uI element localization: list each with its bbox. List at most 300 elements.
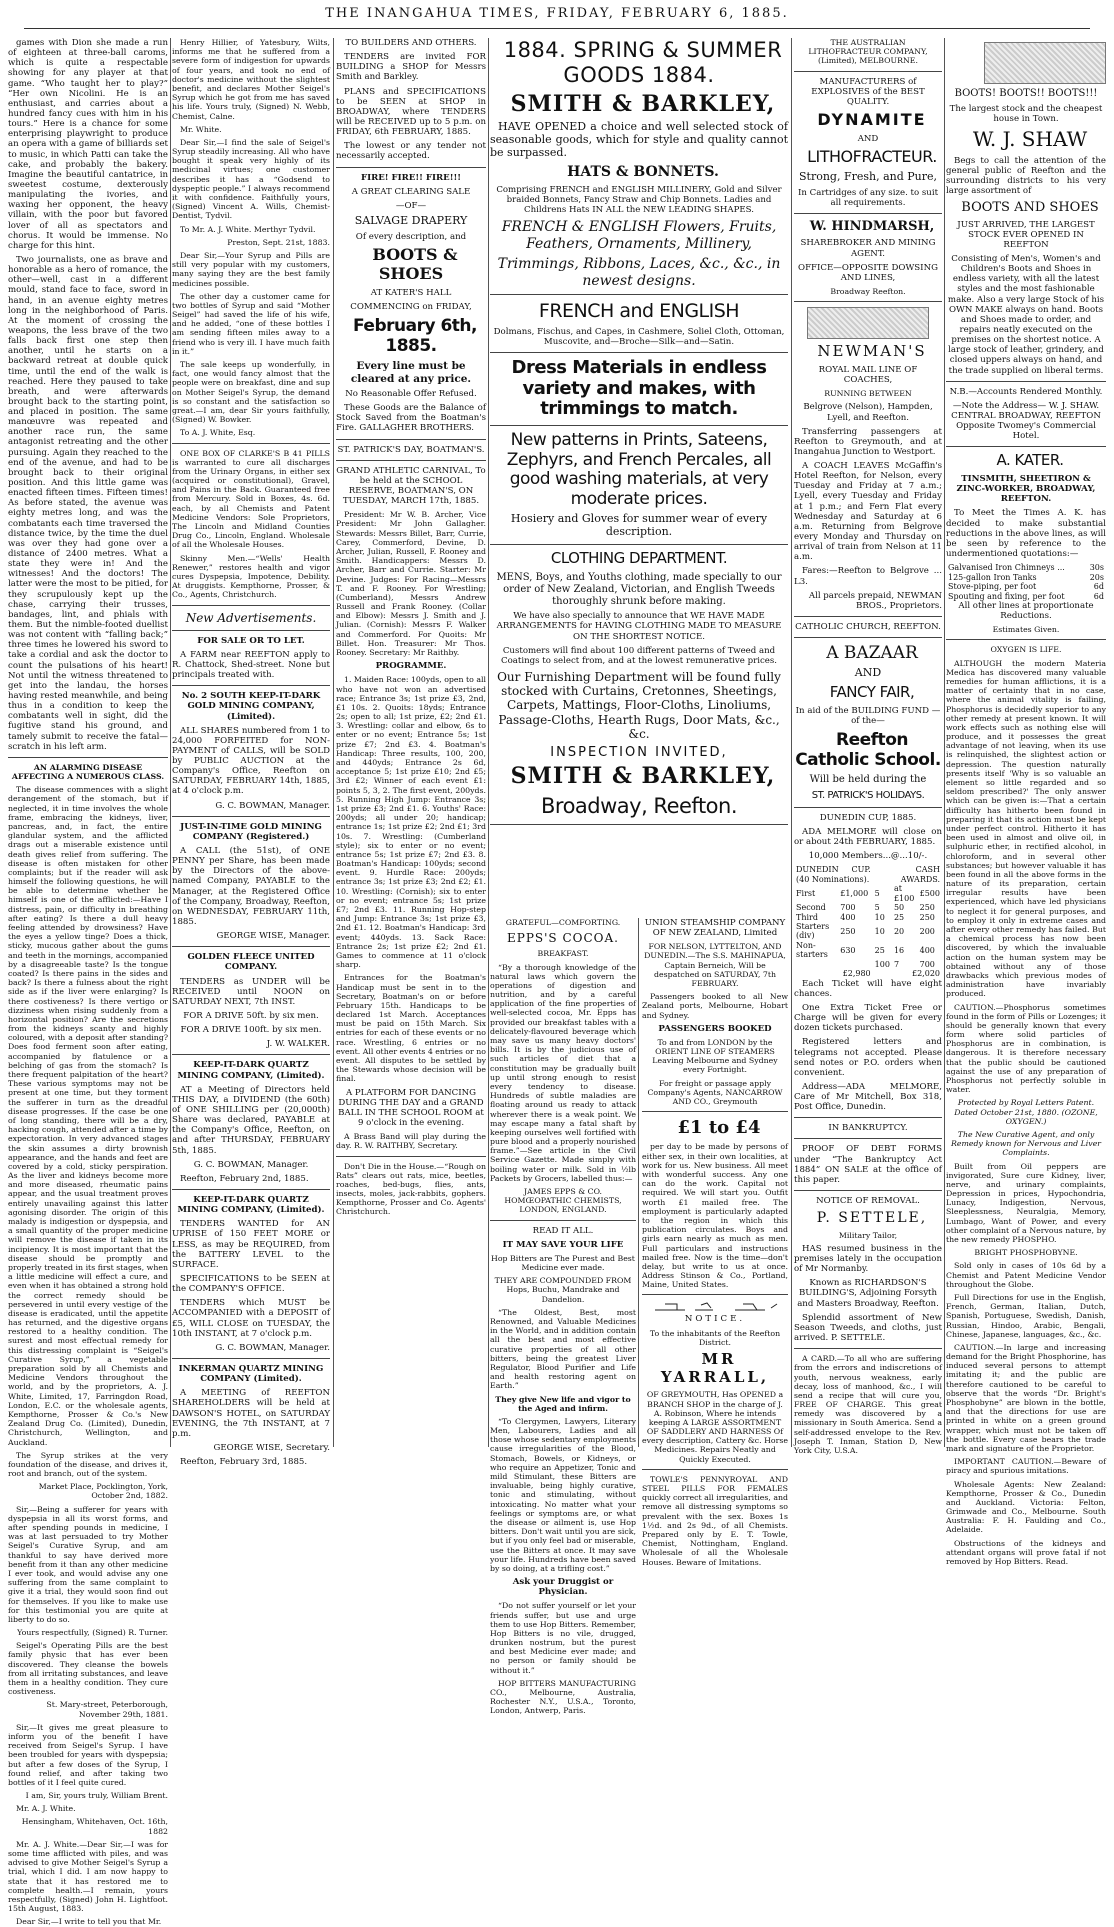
comm-line: COMMENCING on FRIDAY, xyxy=(350,301,472,312)
table-cell: 400 xyxy=(919,945,935,955)
protected: Protected by Royal Letters Patent. Dated October 21st, 1880. (OZONE, OXYGEN.) xyxy=(954,1098,1098,1126)
save: IT MAY SAVE YOUR LIFE xyxy=(502,1239,624,1250)
column-divider xyxy=(791,38,792,1447)
bway: Broadway Reefton. xyxy=(830,287,906,297)
divider xyxy=(336,1156,486,1157)
obstr: Obstructions of the kidneys and attendant organs will prove fatal if not removed by Hop Bitters. Read. xyxy=(946,1538,1106,1567)
table-total: £2,020 xyxy=(912,969,940,979)
table-cell: 7 xyxy=(893,959,900,969)
manu: MANUFACTURERS of EXPLOSIVES of the BEST QUALITY. xyxy=(811,76,925,107)
table-cell: 250 xyxy=(840,926,856,936)
column-2 xyxy=(172,38,330,1468)
table-row xyxy=(794,922,942,941)
bazaar: A BAZAAR xyxy=(826,643,918,664)
lowest-note: The lowest or any tender not necessarily accepted. xyxy=(336,141,486,162)
divider xyxy=(172,1189,330,1190)
resumed: HAS resumed business in the premises lately in the occupation of Mr Normanby. xyxy=(794,1243,942,1275)
divider xyxy=(172,685,330,686)
pounds-heading: £1 to £4 xyxy=(677,1117,761,1139)
table-row xyxy=(946,582,1106,591)
oxy-heading: OXYGEN IS LIFE. xyxy=(990,645,1062,655)
fe-line: Trimmings, Ribbons, Laces, &c., &c., in newest designs. xyxy=(497,256,781,289)
table-total: £2,980 xyxy=(842,969,871,979)
plans-ad: PLANS and SPECIFICATIONS to be SEEN at SHOP in BROADWAY, where TENDERS will be RECEIVED up to 5 p.m. on FRIDAY, 6th FEBRUARY, 1885. xyxy=(336,86,486,138)
divider xyxy=(794,71,942,72)
events: 1. Maiden Race: 100yds, open to all who have not won an advertised race; Entrance 3s; 1st prize £3, 2nd, £1 10s. 2. Quoits: 18yds; Entrance 2s; open to all; 1st prize, £2; 2nd £1. 3. Wrestling: collar and elbow, 6s to enter or no event; Entrance 5s; 1st prize £7; 2nd £3. 4. Boatman's Handicap: Three results, 100, 200, and 440yds; Entrance 2s 6d, acceptance 5; 1st prize £10; 2nd £5; 3rd £2; Winner of each event £1: points 5, 3, 2. The first event, 200yds. 5. Running High Jump: Entrance 3s; 1st prize £3; 2nd £1. 6. Youths' Race: 200yds; all under 20; handicap; entrance 1s; 1st prize £2; 2nd £1; 3rd 10s. 7. Wrestling: (Cumberland style); six to enter or no event; entrance 5s; 1st prize £7; 2nd £3. 8. Boatman's Handicap: 100yds; second event. 9. Hurdle Race: 200yds; entrance 3s; 1st prize £3; 2nd £2; £1. 10. Wrestling: (Cornish); six to enter or no event; entrance 5s; 1st prize £7; 2nd £3. 11. Running Hop-step and Jump: Entrance 3s; 1st prize £3, 2nd £1. 12. Boatman's Handicap: 3rd event; 440yds. 13. Sack Race: Entrance 2s; 1st prize £2; 2nd £1. Games to commence at 11 o'clock sharp. xyxy=(336,675,486,970)
alarm-heading: AN ALARMING DISEASE AFFECTING A NUMEROUS CLASS. xyxy=(11,762,165,782)
sold: Sold only in cases of 10s 6d by a Chemist and Patent Medicine Vendor throughout the Globe. xyxy=(946,1261,1106,1289)
share: SHAREBROKER AND MINING AGENT. xyxy=(800,238,936,259)
divider xyxy=(642,1294,788,1295)
begs: Begs to call the attention of the general public of Reefton and the surrounding districts to his very large assortment of xyxy=(946,155,1106,197)
cup-table xyxy=(794,865,942,978)
table-header: DUNEDIN CUP. (40 Nominations). xyxy=(796,865,871,884)
divider xyxy=(490,425,788,426)
newman: NEWMAN'S xyxy=(817,342,927,361)
no2-heading: No. 2 SOUTH KEEP-IT-DARK GOLD MINING COMPANY, (Limited). xyxy=(181,691,321,722)
goods-note: These Goods are the Balance of Stock Saved from the Boatman's Fire. GALLAGHER BROTHERS. xyxy=(336,403,486,434)
table-row xyxy=(794,884,942,903)
fancy: FANCY FAIR, xyxy=(829,683,915,702)
patterns: Customers will find about 100 different patterns of Tweed and Coatings to select from, and at the lowest remunerative prices. xyxy=(501,645,777,666)
table-cell: Stove-piping, per foot xyxy=(948,582,1037,592)
cart: In Cartridges of any size. to suit all requirements. xyxy=(797,187,939,208)
table-cell: 5 xyxy=(874,903,880,913)
table-cell: 10 xyxy=(874,912,885,922)
column-divider xyxy=(488,38,489,1447)
divider xyxy=(172,1054,330,1055)
price-table xyxy=(946,563,1106,601)
divider xyxy=(794,213,942,214)
stp-heading: ST. PATRICK'S DAY, BOATMAN'S. xyxy=(337,444,485,455)
running: RUNNING BETWEEN xyxy=(824,389,912,399)
divider xyxy=(172,1358,330,1359)
divider xyxy=(794,1348,942,1349)
testimonial: Preston, Sept. 21st, 1883. xyxy=(227,237,330,247)
hop4: They give New life and vigor to the Aged and infirm. xyxy=(495,1394,631,1413)
table-cell: 250 xyxy=(919,903,935,913)
column-4 xyxy=(490,38,788,1716)
of-line: —OF— xyxy=(395,200,427,211)
table-cell: 25 xyxy=(893,912,905,922)
kid-ad: AT a Meeting of Directors held THIS DAY, a DIVIDEND (the 60th) of ONE SHILLING per (20,000th) Share was declared, PAYABLE at the Company's Office, Reefton, on and after THURSDAY, FEBRUARY 5th, 1885. xyxy=(172,1084,330,1156)
kid2-ad: SPECIFICATIONS to be SEEN at the COMPANY'S OFFICE. xyxy=(172,1273,330,1295)
table-cell: 700 xyxy=(919,959,935,969)
table-cell: 100 xyxy=(874,959,890,969)
litho: LITHOFRACTEUR. xyxy=(807,147,937,166)
rough-ad: Don't Die in the House.—“Rough on Rats” clears out rats, mice, beetles, roaches, bed-bugs, flies, ants, insects, moles, jack-rabbits, gophers. Kempthorne, Prosser and Co. Agents' Christchurch. xyxy=(336,1161,486,1217)
breakfast: BREAKFAST. xyxy=(537,949,589,959)
divider xyxy=(336,439,486,440)
farm-ad: A FARM near REEFTON apply to R. Chattock, Shed-street. None but principals treated with. xyxy=(172,649,330,681)
ticket: Each Ticket will have eight chances. xyxy=(794,978,942,999)
divider xyxy=(8,757,168,758)
fe2-desc: Dolmans, Fischus, and Capes, in Cashmere, Soliel Cloth, Ottoman, Muscovite, and—Broche—Silk—and—Satin. xyxy=(493,326,785,347)
opened: HAVE OPENED a choice and well selected stock of seasonable goods, which for style and quality cannot be surpassed. xyxy=(490,120,788,160)
table-cell: 5 xyxy=(874,889,880,898)
hats-heading: HATS & BONNETS. xyxy=(567,164,719,181)
epps-top: GRATEFUL—COMFORTING. xyxy=(505,918,621,927)
school: Reefton Catholic School. xyxy=(795,730,941,771)
divider xyxy=(172,605,330,606)
members: 10,000 Members...@...10/-. xyxy=(808,851,928,862)
kid2-ad: TENDERS which MUST be ACCOMPANIED with a DEPOSIT of £5, WILL CLOSE on TUESDAY, the 10th INSTANT, at 7 o'clock p.m. xyxy=(172,1298,330,1339)
table-cell: 6d xyxy=(1093,582,1104,592)
table-cell: Third xyxy=(796,912,818,922)
divider xyxy=(490,294,788,295)
towle-ad: TOWLE'S PENNYROYAL AND STEEL PILLS FOR FEMALES quickly correct all irregularities, and remove all distressing symptoms so prevalent with the sex. Boxes 1s 1½d. and 2s 9d., of all Chemists. Prepared only by E. T. Towle, Chemist, Nottingham, England. Wholesale of all the Wholesale Houses. Beware of Imitations. xyxy=(642,1474,788,1567)
divider xyxy=(172,816,330,817)
table-cell: 20s xyxy=(1089,572,1104,582)
table-cell: 400 xyxy=(840,912,856,922)
column-5 xyxy=(794,38,942,1456)
divider xyxy=(946,381,1106,382)
catholic: CATHOLIC CHURCH, REEFTON. xyxy=(795,622,941,633)
divider xyxy=(336,460,486,461)
signature: G. C. BOWMAN, Manager. xyxy=(215,800,330,811)
table-row xyxy=(794,960,942,969)
hats-desc: Comprising FRENCH and ENGLISH MILLINERY, Gold and Silver braided Bonnets, Fancy Straw and Chip Bonnets. Ladies and Childrens Hats IN ALL the NEW LEADING SHAPES. xyxy=(496,184,782,216)
sale-date: February 6th, 1885. xyxy=(353,316,477,357)
divider xyxy=(642,1469,788,1470)
salvage-heading: SALVAGE DRAPERY xyxy=(354,213,468,227)
clarke-ad: ONE BOX OF CLARKE'S B 41 PILLS is warranted to cure all discharges from the Urinary Organs, in either sex (acquired or constitutional), Gravel, and Pains in the Back. Guaranteed free from Mercury. Sold in Boxes, 4s. 6d. each, by all Chemists and Patent Medicine Vendors: Sole Proprietors, The Lincoln and Midland Counties Drug Co., Lincoln, England. Wholesale of all the Wholesale Houses. xyxy=(172,448,330,550)
melm: ADA MELMORE will close on or about 24th FEBRUARY, 1885. xyxy=(794,826,942,848)
yarrall-heading: MR YARRALL, xyxy=(660,1349,770,1386)
jit-heading: JUST-IN-TIME GOLD MINING COMPANY (Registered.) xyxy=(180,821,322,842)
desc-line: Of every description, and xyxy=(355,231,467,242)
note: —Note the Address— W. J. SHAW. CENTRAL BROADWAY, REEFTON Opposite Twomey's Commercial Hotel. xyxy=(951,400,1101,442)
smith-barkley-title: SMITH & BARKLEY, xyxy=(510,90,776,117)
nb: N.B.—Accounts Rendered Monthly. xyxy=(949,386,1103,397)
aust-heading: THE AUSTRALIAN LITHOFRACTEUR COMPANY, (Limited), MELBOURNE. xyxy=(808,38,928,66)
table-cell: 250 xyxy=(919,912,935,922)
column-6 xyxy=(946,38,1106,1567)
entrances: Entrances for the Boatman's Handicap must be sent in to the Secretary, Boatman's on or before February 15th. Handicaps to be declared 1st March. Acceptances must be paid on 15th March. Six entries for each of these events or no race. Wrestling, 6 entries or no event. All other events 4 entries or no event. All disputes to be settled by the Stewards whose decision will be final. xyxy=(336,973,486,1084)
divider xyxy=(794,637,942,638)
broadway: Broadway, Reefton. xyxy=(540,794,738,819)
divider xyxy=(490,824,788,825)
divider xyxy=(172,630,330,631)
table-cell: 25 xyxy=(874,945,885,955)
fire-heading: FIRE! FIRE!! FIRE!!! xyxy=(360,172,462,183)
proof: PROOF OF DEBT FORMS under “The Bankruptcy Act 1884” ON SALE at the office of this paper. xyxy=(794,1144,942,1185)
signature: J. W. WALKER. xyxy=(266,1039,330,1050)
smith-barkley-title: SMITH & BARKLEY, xyxy=(510,763,776,790)
epps-ad xyxy=(490,918,636,1720)
clearing-heading: A GREAT CLEARING SALE xyxy=(351,186,471,197)
wholesale: Wholesale Agents: New Zealand: Kempthorne, Prosser & Co., Dunedin and Auckland. Victoria: Felton, Grimwade and Co., Melbourne. South Australia: F. H. Faulding and Co., Adelaide. xyxy=(946,1479,1106,1535)
dynamite: DYNAMITE xyxy=(817,109,927,129)
hall-line: AT KATER'S HALL xyxy=(370,287,452,298)
alarm-paragraph: Hensingham, Whitehaven, Oct. 16th, 1882 xyxy=(21,1817,168,1836)
noreas-line: No Reasonable Offer Refused. xyxy=(345,388,477,399)
epps-sig: JAMES EPPS & CO. HOMŒOPATHIC CHEMISTS, LONDON, ENGLAND. xyxy=(504,1187,622,1215)
table-cell: 16 xyxy=(893,945,905,955)
table-row xyxy=(794,941,942,960)
tin: TINSMITH, SHEETIRON & ZINC-WORKER, BROADWAY, REEFTON. xyxy=(956,474,1096,505)
nelson: FOR NELSON, LYTTELTON, AND DUNEDIN.—The S.S. MAHINAPUA, Captain Berneich, Will be despatched on SATURDAY, 7th FEBRUARY. xyxy=(644,942,786,989)
alarm-paragraph: Sir,—Being a sufferer for years with dyspepsia in all its worst forms, and after spending pounds in medicine, I was at last persuaded to try Mother Seigel's Curative Syrup, and am thankful to say have derived more benefit from it than any other medicine I ever took, and would advise any one suffering from the same complaint to give it a trial, they would soon find out for themselves. If you like to make use for this testimonial you are quite at liberty to do so. xyxy=(8,1504,168,1624)
boots-and-shoes: BOOTS AND SHOES xyxy=(961,200,1099,216)
testimonial: Mr. White. xyxy=(180,124,222,134)
fe-line: FRENCH & ENGLISH Flowers, Fruits, Feathers, Ornaments, Millinery, xyxy=(501,219,777,252)
passengers: Passengers booked to all New Zealand ports, Melbourne, Hobart and Sydney. xyxy=(642,992,788,1020)
alarm-paragraph: Yours respectfully, (Signed) R. Turner. xyxy=(17,1628,168,1638)
table-cell: Spouting and fixing, per foot xyxy=(948,591,1065,601)
horse-cart-icon xyxy=(645,1300,785,1314)
new-ads-heading: New Advertisements. xyxy=(185,610,317,625)
testimonial: Dear Sir,—Your Syrup and Pills are still very popular with my customers, many saying they are the best family medicines possible. xyxy=(172,250,330,288)
pb-heading: PASSENGERS BOOKED xyxy=(658,1023,772,1034)
other: All other lines at proportionate Reductions. xyxy=(958,600,1094,622)
column-divider xyxy=(944,38,945,1447)
alarm-paragraph: Market Place, Pocklington, York, October 2nd, 1882. xyxy=(38,1482,168,1501)
epps-title: EPPS'S COCOA. xyxy=(507,931,619,946)
kid2-ad: TENDERS WANTED for AN UPRISE of 150 FEET MORE or LESS, as may be REQUIRED, from the BATTERY LEVEL to the SURFACE. xyxy=(172,1219,330,1270)
signature: G. C. BOWMAN, Manager. xyxy=(193,1159,309,1170)
kid-heading: KEEP-IT-DARK QUARTZ MINING COMPANY, (Limited). xyxy=(177,1060,325,1081)
just: JUST ARRIVED, THE LARGEST STOCK EVER OPENED IN REEFTON xyxy=(957,219,1095,250)
bright: BRIGHT PHOSPHOBYNE. xyxy=(974,1248,1078,1258)
sale-heading: FOR SALE OR TO LET. xyxy=(197,635,305,646)
table-cell: 630 xyxy=(840,945,856,955)
table-cell: 30s xyxy=(1089,563,1104,573)
grand-ad: GRAND ATHLETIC CARNIVAL, To be held at the SCHOOL RESERVE, BOATMAN'S, ON TUESDAY, MARCH 17th, 1885. xyxy=(336,465,486,507)
alarm-paragraph: Mr. A. J. White. xyxy=(16,1804,76,1814)
gfu-heading: GOLDEN FLEECE UNITED COMPANY. xyxy=(187,952,315,973)
table-cell: 125-gallon Iron Tanks xyxy=(948,572,1037,582)
table-cell: First xyxy=(796,889,816,898)
story-paragraph: games with Dion she made a run of eighteen at three-ball caroms, which is quite a respectable showing for any player at that game. “Who taught her to play?” “Her own Nicolini. He is an enthusiast, and carries about a hundred fancy cues with him in his tours.” Here is a chance for some enterprising playwright to produce an opera with a game of billiards set to music, in which Patti can take the cake, and probably the bakery. Imagine the beautiful cantatrice, in sweetest costume, dexterously manipulating the ivories, and waxing her opponent, the heavy villain, with the poor but favored lover of all as spectators and chorus. It would be immense. No charge for this hint. xyxy=(8,38,168,251)
alarm-paragraph: St. Mary-street, Peterborough, November 29th, 1881. xyxy=(46,1700,168,1719)
divider xyxy=(794,1117,942,1118)
story-paragraph: Two journalists, one as brave and honorable as a hero of romance, the other—well, cast in a different mould, stand face to face, sword in hand, in an avenue eighty metres long in the neighborhood of Paris. At the moment of crossing the weapons, the less brave of the two falls back first one step then another, until he starts on a backward retreat at double quick time, until the end of the walk is reached. Here they paused to take breath, and were afterwards brought back to the starting point, and placed in position. The same manœuvre was repeated and another race run, the same antagonist retreating and the other pursuing. Again they reached to the end of the avenue, and had to be brought back to their original position. And this little game was enacted fifteen times. Fifteen times! As before stated, the avenue was eighty metres long, and was the combatants each time traversed the distance twice, by the time the duel was over they had gone over a distance of 2400 metres. What a state they were in! And the witnesses! And the doctors! The latter were the most to be pitied, for they scrupulously kept up the chase, carrying their trusses, bandages, lint, and phials with them. But the nimble-footed duellist was not content with “falling back;” three times he lowered his sword to take a cordial and ask the doctor to count the pulsations of his heart! Not until the witness threatened to get into the landau, the horses having rested meanwhile, and being thus in a condition to keep the combatants well in sight, did the fugitive stand his ground, and tamely submit to receive the fatal—scratch in his left arm. xyxy=(8,254,168,752)
table-row xyxy=(946,563,1106,572)
hindmarsh: W. HINDMARSH, xyxy=(809,219,935,235)
largest: The largest stock and the cheapest house in Town. xyxy=(949,103,1103,124)
masthead: THE INANGAHUA TIMES, FRIDAY, FEBRUARY 6, 1885. xyxy=(325,6,789,21)
registered: Registered letters and telegrams not accepted. Please send notes or P.O. orders when convenient. xyxy=(794,1037,942,1078)
ink-heading: INKERMAN QUARTZ MINING COMPANY (Limited). xyxy=(178,1363,324,1385)
boots-heading: BOOTS! BOOTS!! BOOTS!!! xyxy=(954,88,1098,99)
yarrall-body: OF GREYMOUTH, Has OPENED a BRANCH SHOP in the charge of J. A. Robinson, Where he intends keeping A LARGE ASSORTMENT OF SADDLERY AND HARNESS Of every description, Cattery &c. Horse Medicines. Repairs Neatly and Quickly Executed. xyxy=(642,1390,788,1464)
table-cell: 200 xyxy=(919,926,935,936)
notice-heading: NOTICE. xyxy=(684,1314,746,1325)
strong: Strong, Fresh, and Pure, xyxy=(798,169,937,183)
kid-date: Reefton, February 2nd, 1885. xyxy=(180,1173,309,1184)
table-cell: at £100 xyxy=(893,884,915,903)
cup: DUNEDIN CUP, 1885. xyxy=(819,812,917,823)
freight: For freight or passage apply Company's Agents, NANCARROW AND CO., Greymouth xyxy=(647,1078,783,1107)
furnishing: Our Furnishing Department will be found fully stocked with Curtains, Cretonnes, Sheetings, Carpets, Mattings, Floor-Cloths, Linoliums, Passage-Cloths, Hearth Rugs, Door Mats, &c., &c. xyxy=(497,670,781,741)
column-divider xyxy=(170,38,171,1447)
divider xyxy=(172,946,330,947)
measure: We have also specially to announce that WE HAVE MADE ARRANGEMENTS for HAVING CLOTHING MADE TO MEASURE ON THE SHORTEST NOTICE. xyxy=(496,611,782,642)
kid2-heading: KEEP-IT-DARK QUARTZ MINING COMPANY, (Limited). xyxy=(177,1194,325,1216)
table-cell: Galvanised Iron Chimneys ... xyxy=(948,563,1065,573)
divider xyxy=(490,544,788,545)
office: OFFICE—OPPOSITE DOWSING AND LINES, xyxy=(798,262,938,283)
transfer: Transferring passengers at Reefton to Greymouth, and at Inangahua Junction to Westport. xyxy=(794,426,942,457)
union-heading: UNION STEAMSHIP COMPANY OF NEW ZEALAND, Limited xyxy=(644,918,786,939)
tenders-ad: TENDERS are invited FOR BUILDING a SHOP for Messrs Smith and Barkley. xyxy=(336,52,486,83)
table-header: CASH AWARDS. xyxy=(900,865,940,884)
divider xyxy=(794,1190,942,1191)
built: Built from Oil peppers are invigorated, Sure cure Kidney, liver, nerve, and urinary complaints, Depression in prices, Hypochondria, Lunacy, Indigestion, Nervous, Sleeplessness, Neuralgia, Memory, Lumbago, Want of Power, and every other complaint of a Nervous nature, by the new remedy PHOSPHO. xyxy=(946,1161,1106,1245)
card: A CARD.—To all who are suffering from the errors and indiscretions of youth, nervous weakness, early decay, loss of manhood, &c., I will send a recipe that will cure you, FREE OF CHARGE. This great remedy was discovered by a missionary in South America. Send a self-addressed envelope to the Rev. Joseph T. Inman, Station D, New York City, U.S.A. xyxy=(794,1354,942,1456)
hosiery: Hosiery and Gloves for summer wear of every description. xyxy=(510,512,768,539)
prints-heading: New patterns in Prints, Sateens, Zephyrs, and French Percales, all good washing materials, at very moderate prices. xyxy=(506,430,772,509)
gfu-ad: TENDERS as UNDER will be RECEIVED until NOON on SATURDAY NEXT, 7th INST. xyxy=(172,976,330,1007)
divider xyxy=(172,443,330,444)
ink-date: Reefton, February 3rd, 1885. xyxy=(180,1457,308,1468)
full: Full Directions for use in the English, French, German, Italian, Dutch, Spanish, Portuguese, Swedish, Danish, Russian, Hindoo, Arabic, Bengali, Chinese, Japanese, languages, &c., &c. xyxy=(946,1292,1106,1339)
hop5: “To Clergymen, Lawyers, Literary Men, Labourers, Ladies and all those whose sedentary employments cause irregularities of the Blood, Stomach, Bowels, or Kidneys, or who require an Appetizer, Tonic and mild Stimulant, these Bitters are invaluable, being highly curative, tonic and stimulating, without intoxicating. No matter what your feelings or symptoms are, or what the disease or ailment is, use Hop bitters. Don't wait until you are sick, but if you only feel bad or miserable, use the Bitters at once. It may save your life. Hundreds have been saved by so doing, at a trifling cost.” xyxy=(490,1416,636,1573)
hop8: HOP BITTERS MANUFACTURING CO., Melbourne, Australia, Rochester N.Y., U.S.A., Toronto, London, Antwerp, Paris. xyxy=(490,1678,636,1716)
signature: GEORGE WISE, Secretary. xyxy=(213,1442,330,1453)
tailor: Military Tailor, xyxy=(838,1230,898,1240)
cure: The New Curative Agent, and only Remedy known for Nervous and Liver Complaints. xyxy=(950,1129,1102,1158)
testimonial: Henry Hillier, of Yatesbury, Wilts, informs me that he suffered from a severe form of indigestion for upwards of four years, and took no end of doctor's medicine without the slightest benefit, and declares Mother Seigel's Syrup which he got from me has saved his life. Yours truly, (Signed) N. Webb, Chemist, Calne. xyxy=(172,38,330,121)
alarm-paragraph: The Syrup strikes at the very foundation of the disease, and drives it, root and branch, out of the system. xyxy=(8,1450,168,1479)
builders-heading: TO BUILDERS AND OTHERS. xyxy=(345,38,477,48)
every-line: Every line must be cleared at any price. xyxy=(350,360,472,385)
est: Estimates Given. xyxy=(992,625,1060,635)
divider xyxy=(946,446,1106,447)
table-cell: Non-starters xyxy=(796,940,828,960)
platform: A PLATFORM FOR DANCING DURING THE DAY and a GRAND BALL IN THE SCHOOL ROOM at 9 o'clock in the evening. xyxy=(338,1087,484,1129)
coach: A COACH LEAVES McGaffin's Hotel Reefton, for Nelson, every Tuesday and Friday at 7 a.m.; Lyell, every Tuesday and Friday at 1 p.m.; and Fern Flat every Wednesday and Saturday at 6 a.m. Returning from Belgrove every Monday and Thursday on arrival of train from Nelson at 11 a.m. xyxy=(794,461,942,563)
boot-illustration xyxy=(984,42,1106,84)
column-1 xyxy=(8,38,168,1927)
fares: Fares:—Reefton to Belgrove ... L3. xyxy=(794,566,942,587)
table-cell: 50 xyxy=(893,903,905,913)
settele: P. SETTELE, xyxy=(816,1210,928,1227)
column-3 xyxy=(336,38,486,1447)
dress-heading: Dress Materials in endless variety and makes, with trimmings to match. xyxy=(511,357,767,420)
divider xyxy=(794,616,942,617)
table-cell: £500 xyxy=(919,889,940,898)
ink-ad: A MEETING of REEFTON SHAREHOLDERS will be held at DAWSON'S HOTEL, on SATURDAY EVENING, the 7th INSTANT, at 7 p.m. xyxy=(172,1388,330,1439)
masthead-rule xyxy=(24,28,1090,29)
table-row xyxy=(794,913,942,922)
stpd: ST. PATRICK'S HOLIDAYS. xyxy=(811,790,925,802)
shaw: W. J. SHAW xyxy=(972,127,1088,152)
gfu-line: FOR A DRIVE 50ft. by six men. xyxy=(183,1011,319,1022)
skinny-ad: Skinny Men.—“Wells' Health Renewer,” restores health and vigor cures Dyspepsia, Impotence, Debility. At druggists. Kempthorne, Prosser, & Co., Agents, Christchurch. xyxy=(172,553,330,600)
and: AND xyxy=(857,133,879,144)
hop2: THEY ARE COMPOUNDED FROM Hops, Buchu, Mandrake and Dandelion. xyxy=(494,1276,632,1304)
divider xyxy=(794,807,942,808)
no2-ad: ALL SHARES numbered from 1 to 24,000 FORFEITED for NON-PAYMENT of CALLS, will be SOLD by PUBLIC AUCTION at the Company's Office, Reefton on SATURDAY, FEBRUARY 14th, 1885, at 4 o'clock p.m. xyxy=(172,725,330,797)
banner: 1884. SPRING & SUMMER GOODS 1884. xyxy=(503,38,783,87)
hop3: “The Oldest, Best, most Renowned, and Valuable Medicines in the World, and in addition contain all the best and most effective curative properties of all other bitters, being the greatest Liver Regulator, Blood Purifier and Life and health restoring agent on Earth.” xyxy=(490,1307,636,1391)
oxy-body: ALTHOUGH the modern Materia Medica has discovered many valuable remedies for human afflictions, it is a matter of certainty that in no case, where the animal vitality is failing, Phosphorus is decidedly superior to any other remedy at present known. It will work effects such as nothing else will produce, and it possesses the great advantage of not leaving, when its use is relinquished, the slightest action or depression. The question naturally presents itself 'Why is so valuable an element so little regarded and so seldom prescribed?' The only answer which can be given is:—That a certain difficulty has hitherto been found in preparing it that its action must be kept under perfect control. Hitherto it has been used in almost and olive oil, in sulphuric ether, in rectified alcohol, in chloroform, and in several other substances; but however valuable it has been found in all the above forms in the nature of its preparation, certain irregular results have been experienced, which have led physicians to neglect it for general purposes, and to employ it only in extreme cases and after every other remedy has failed. But a chemical process has now been discovered, by which the invaluable action on the human system may be obtained without any of those drawbacks which previous modes of administration have invariably produced. xyxy=(946,658,1106,999)
signature: GEORGE WISE, Manager. xyxy=(216,931,330,942)
table-row xyxy=(946,573,1106,582)
kater: A. KATER. xyxy=(996,451,1064,470)
divider xyxy=(794,1138,942,1139)
notice-to: To the inhabitants of the Reefton District. xyxy=(649,1328,781,1347)
divider xyxy=(490,1220,636,1221)
consist: Consisting of Men's, Women's and Children's Boots and Shoes in endless variety, with all the latest styles and the most fashionable make. Also a very large Stock of his OWN MAKE always on hand. Boots and Shoes made to order, and repairs neatly executed on the premises on the shortest notice. A large stock of leather, grindery, and closed uppers always on hand, and the trade supplied on liberal terms. xyxy=(947,253,1105,376)
testimonial: To A. J. White, Esq. xyxy=(180,428,256,438)
divider xyxy=(946,639,1106,640)
bank: IN BANKRUPTCY. xyxy=(828,1123,908,1134)
table-cell: 20 xyxy=(893,926,905,936)
divider xyxy=(490,352,788,353)
divider xyxy=(794,301,942,302)
divider xyxy=(336,167,486,168)
orient: To and from LONDON by the ORIENT LINE OF STEAMERS Leaving Melbourne and Sydney every Fortnight. xyxy=(652,1037,778,1075)
table-cell xyxy=(794,960,838,969)
table-cell: 6d xyxy=(1093,591,1104,601)
jit-ad: A CALL (the 51st), of ONE PENNY per Share, has been made by the Directors of the above-named Company, PAYABLE to the Manager, at the Registered Office of the Company, Broadway, Reefton, on WEDNESDAY, FEBRUARY 11th, 1885. xyxy=(172,846,330,928)
route: Belgrove (Nelson), Hampden, Lyell, and Reefton. xyxy=(803,402,933,423)
meet: To Meet the Times A. K. has decided to make substantial reductions in the above lines, as will be seen by reference to the undermentioned quotations:— xyxy=(946,508,1106,560)
read: READ IT ALL. xyxy=(532,1225,594,1236)
coach-illustration xyxy=(807,307,929,339)
royal: ROYAL MAIL LINE OF COACHES, xyxy=(818,364,918,386)
programme-heading: PROGRAMME. xyxy=(375,661,447,672)
right-subcolumn xyxy=(642,918,788,1571)
testimonial: To Mr. A. J. White. Merthyr Tydvil. xyxy=(180,224,316,234)
testimonial: Dear Sir,—I find the sale of Seigel's Syrup steadily increasing. All who have bought it speak very highly of its medicinal virtues; one customer describes it has a “Godsend to dyspeptic people.” I always recommend it with confidence. Faithfully yours, (Signed) Vincent A. Wills, Chemist-Dentist, Tydvil. xyxy=(172,137,330,221)
alarm-paragraph: Dear Sir,—I write to tell you that Mr. xyxy=(16,1917,162,1927)
alarm-paragraph: The disease commences with a slight derangement of the stomach, but if neglected, it in time involves the whole frame, embracing the kidneys, liver, pancreas, and, in fact, the entire glandular system, and the afflicted drags out a miserable existence until death gives relief from suffering. The disease is often mistaken for other complaints; but if the reader will ask himself the following questions, he will be able to determine whether he himself is one of the afflicted:—Have I distress, pain, or difficulty in breathing after eating? Is there a dull heavy feeling attended by drowsiness? Have the eyes a yellow tinge? Does a thick, sticky, mucous gather about the gums and teeth in the mornings, accompanied by a disagreeable taste? Is the tongue coated? Is there pains in the sides and back? Is there a fulness about the right side as if the liver were enlarging? Is there costiveness? Is there vertigo or dizziness when rising suddenly from a horizontal position? Are the secretions from the kidneys scanty and highly coloured, with a deposit after standing? Does food ferment soon after eating, accompanied by flatulence or a belching of gas from the stomach? Is there frequent palpitation of the heart? These various symptoms may not be present at one time, but they torment the sufferer in turn as the dreadful disease progresses. If the case be one of long standing, there will be a dry, hacking cough, attended after a time by expectoration. In very advanced stages the skin assumes a dirty brownish appearance, and the hands and feet are covered by a cold, sticky perspiration. As the liver and kidneys become more and more diseased, rheumatic pains appear, and the usual treatment proves entirely unavailing against this latter agonising disorder. The origin of this malady is indigestion or dyspepsia, and a small quantity of the proper medicine will remove the disease if taken in its incipiency. It is most important that the disease should be promptly and properly treated in its first stages, when a little medicine will effect a cure, and even when it has obtained a strong hold the correct remedy should be persevered in until every vestige of the disease is eradicated, until the appetite has returned, and the digestive organs restored to a healthy condition. The surest and most effectual remedy for this distressing complaint is “Seigel's Curative Syrup,” a vegetable preparation sold by all Chemists and Medicine Vendors throughout the world, and by the proprietors, A. J. White, Limited, 17, Farringdon Road, London, E.C. or the wholesale agents, Kempthorne, Prosser & Co.'s New Zealand Drug Co. (Limited), Dunedin, Christchurch, Wellington, and Auckland. xyxy=(8,785,168,1447)
column-divider xyxy=(333,38,334,1447)
epps-body: “By a thorough knowledge of the natural laws which govern the operations of digestion and nutrition, and by a careful application of the fine properties of well-selected cocoa, Mr. Epps has provided our breakfast tables with a delicately-flavoured beverage which may save us many heavy doctors' bills. It is by the judicious use of such articles of diet that a constitution may be gradually built up until strong enough to resist every tendency to disease. Hundreds of subtle maladies are floating around us ready to attack wherever there is a weak point. We may escape many a fatal shaft by keeping ourselves well fortified with pure blood and a properly nourished frame.”—See article in the Civil Service Gazette. Made simply with boiling water or milk. Sold in ½lb Packets by Grocers, labelled thus:— xyxy=(490,962,636,1183)
extra: One Extra Ticket Free or Charge will be given for every dozen tickets purchased. xyxy=(794,1002,942,1034)
gfu-line: FOR A DRIVE 100ft. by six men. xyxy=(180,1025,322,1036)
parcels: All parcels prepaid, NEWMAN BROS., Proprietors. xyxy=(808,590,942,611)
clothing-desc: MENS, Boys, and Youths clothing, made specially to our order of New Zealand, Victorian, and English Tweeds thoroughly shrunk before making. xyxy=(496,571,782,607)
inspection: INSPECTION INVITED, xyxy=(550,744,728,760)
hop6: Ask your Druggist or Physician. xyxy=(512,1577,614,1598)
pounds-body: per day to be made by persons of either sex, in their own localities, at work for us. New business. All meet with wonderful success. Any one can do the work. Capital not required. We will start you. Outfit worth £1 mailed free. The employment is particularly adapted to the region in which this publication circulates. Boys and girls earn nearly as much as men. Full particulars and instructions mailed free. Now is the time—don't delay, but write to us at once. Address Stinson & Co., Portland, Maine, United States. xyxy=(642,1142,788,1290)
alarm-paragraph: I am, Sir, yours truly, William Brent. xyxy=(25,1791,168,1801)
table-cell: Starters (div) xyxy=(796,922,830,941)
hop7: “Do not suffer yourself or let your friends suffer, but use and urge them to use Hop Bitters. Remember, Hop Bitters is no vile, drugged, drunken nostrum, but the purest and best Medicine ever made; and no person or family should be without it.” xyxy=(490,1601,636,1675)
table-cell: Second xyxy=(796,903,826,913)
table-cell: 10 xyxy=(874,926,885,936)
aid: In aid of the BUILDING FUND —of the— xyxy=(795,705,941,727)
officers: President: Mr W. B. Archer, Vice President: Mr John Gallagher. Stewards: Messrs Billet, Barr, Currie, Carey, Commerford, Devine, D. Archer, Julian, Russell, F. Rooney and Smith. Handicappers: Messrs D. Archer, Barr and Currie. Starter: Mr Devine. Judges: For Racing—Messrs T. and F. Rooney. For Wrestling; (Cumberland), Messrs Andrew Russell and Frank Rooney. (Collar and Elbow): Messrs J. Smith and J. Julian. (Cornish): Messrs F. Walker and Commerford. For Quoits: Mr Billet. Hon. Treasurer: Mr Thos. Rooney. Secretary: Mr Raithby. xyxy=(336,510,486,658)
alarm-paragraph: Sir,—It gives me great pleasure to inform you of the benefit I have received from Seigel's Syrup. I have been troubled for years with dyspepsia; but after a few doses of the Syrup, I found relief, and after taking two bottles of it I feel quite cured. xyxy=(8,1722,168,1787)
splendid: Splendid assortment of New Season Tweeds, and cloths, just arrived. P. SETTELE. xyxy=(794,1312,942,1344)
clothing-heading: CLOTHING DEPARTMENT. xyxy=(550,549,728,568)
band: A Brass Band will play during the day. R. W. RAITHBY, Secretary. xyxy=(336,1132,486,1151)
testimonial: The other day a customer came for two bottles of Syrup and said “Mother Seigel” had saved the life of his wife, and he added, “one of these bottles I am sending fifteen miles away to a friend who is very ill. I have much faith in it.” xyxy=(172,291,330,356)
held: Will be held during the xyxy=(809,774,927,786)
table-row xyxy=(946,592,1106,601)
known: Known as RICHARDSON'S BUILDING'S, Adjoining Forsyth and Masters Broadway, Reefton. xyxy=(797,1278,939,1309)
removal: NOTICE OF REMOVAL. xyxy=(816,1196,920,1207)
table-cell xyxy=(838,960,872,969)
boots-heading: BOOTS & SHOES xyxy=(372,245,458,283)
hop1: Hop Bitters are The Purest and Best Medicine ever made. xyxy=(491,1253,635,1273)
caution: CAUTION.—Phosphorus sometimes found in the form of Pills or Lozenges; it should be generally known that every form where solid particles of Phosphorus are in combination, is dangerous. It is therefore necessary that the public should be cautioned against the use of any preparation of Phosphorus not perfectly soluble in water. xyxy=(946,1002,1106,1095)
fe2-heading: FRENCH and ENGLISH xyxy=(538,300,740,323)
divider xyxy=(642,1111,788,1112)
alarm-paragraph: Seigel's Operating Pills are the best family physic that has ever been discovered. They cleanse the bowels from all irritating substances, and leave them in a healthy condition. They cure costiveness. xyxy=(8,1641,168,1697)
imp: IMPORTANT CAUTION.—Beware of piracy and spurious imitations. xyxy=(946,1457,1106,1476)
addr: Address—ADA MELMORE, Care of Mr Mitchell, Box 318, Post Office, Dunedin. xyxy=(794,1081,942,1113)
table-cell: £1,000 xyxy=(840,889,869,898)
caution2: CAUTION.—In large and increasing demand for the Bright Phosphorine, has induced several persons to attempt imitating it; and the public are therefore cautioned to be careful to observe that the words “Dr. Bright's Phosphobyne” are blown in the bottle, and that the directions for use are printed in white on a green ground wrapper, which must not be taken off the bottle. Every case bears the trade mark and signature of the Proprietor. xyxy=(946,1342,1106,1453)
inner-divider xyxy=(638,918,639,1447)
